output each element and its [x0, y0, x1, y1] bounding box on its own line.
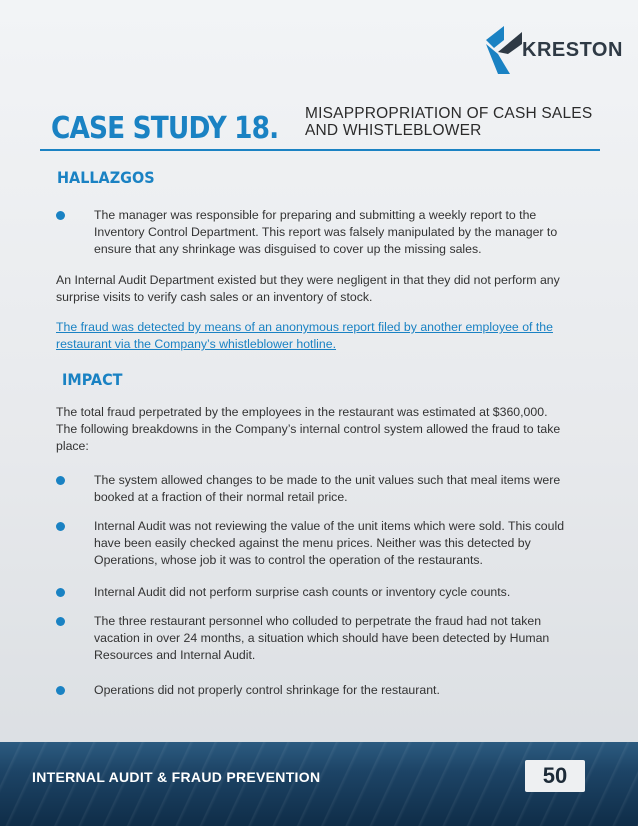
- bullet-icon: [56, 476, 65, 485]
- text-line: surprise visits to verify cash sales or an inventory of stock.: [56, 290, 373, 304]
- subtitle-line-2: AND WHISTLEBLOWER: [305, 122, 482, 139]
- case-study-title: CASE STUDY 18.: [51, 111, 279, 146]
- findings-heading: HALLAZGOS: [57, 168, 155, 187]
- bullet-icon: [56, 617, 65, 626]
- impact-bullet: [94, 682, 440, 699]
- link-line[interactable]: restaurant via the Company’s whistleblower hotline.: [56, 337, 337, 351]
- bullet-icon: [56, 686, 65, 695]
- text-line: booked at a fraction of their normal retail price.: [94, 490, 348, 504]
- text-line: The manager was responsible for preparing and submitting a weekly report to the: [94, 208, 537, 222]
- bullet-icon: [56, 522, 65, 531]
- text-line: ensure that any shrinkage was disguised to cover up the missing sales.: [94, 242, 482, 256]
- brand-name: KRESTON: [522, 39, 623, 61]
- link-line[interactable]: The fraud was detected by means of an anonymous report filed by another employee of the: [56, 320, 553, 334]
- text-line: place:: [56, 439, 89, 453]
- detection-link[interactable]: [56, 319, 553, 353]
- text-line: Operations did not properly control shrinkage for the restaurant.: [94, 683, 440, 697]
- text-line: The three restaurant personnel who colluded to perpetrate the fraud had not taken: [94, 614, 542, 628]
- findings-paragraph: [56, 272, 560, 306]
- findings-bullet-1: [94, 207, 557, 258]
- case-study-subtitle: [305, 105, 592, 139]
- text-line: have been easily checked against the menu prices. Neither was this detected by: [94, 536, 531, 550]
- text-line: The system allowed changes to be made to the unit values such that meal items were: [94, 473, 561, 487]
- text-line: Resources and Internal Audit.: [94, 648, 256, 662]
- text-line: Internal Audit did not perform surprise cash counts or inventory cycle counts.: [94, 585, 511, 599]
- impact-bullet: [94, 518, 564, 569]
- page-footer: [0, 742, 638, 826]
- text-line: Inventory Control Department. This report was falsely manipulated by the manager to: [94, 225, 558, 239]
- text-line: The total fraud perpetrated by the employees in the restaurant was estimated at $360,000.: [56, 405, 548, 419]
- text-line: vacation in over 24 months, a situation which should have been detected by Human: [94, 631, 550, 645]
- impact-heading: IMPACT: [62, 370, 123, 389]
- bullet-icon: [56, 588, 65, 597]
- impact-bullet: [94, 584, 510, 601]
- impact-bullet: [94, 472, 560, 506]
- bullet-icon: [56, 211, 65, 220]
- footer-label: INTERNAL AUDIT & FRAUD PREVENTION: [32, 769, 321, 785]
- subtitle-line-1: MISAPPROPRIATION OF CASH SALES: [305, 105, 593, 122]
- text-line: The following breakdowns in the Company’s internal control system allowed the fraud to take: [56, 422, 561, 436]
- impact-bullet: [94, 613, 549, 664]
- text-line: Operations, whose job it was to control the operation of the restaurants.: [94, 553, 483, 567]
- page-number: 50: [525, 760, 585, 792]
- impact-intro: [56, 404, 560, 455]
- kreston-mark-icon: [484, 22, 524, 82]
- title-divider: [40, 149, 600, 151]
- text-line: An Internal Audit Department existed but they were negligent in that they did not perform any: [56, 273, 560, 287]
- text-line: Internal Audit was not reviewing the value of the unit items which were sold. This could: [94, 519, 565, 533]
